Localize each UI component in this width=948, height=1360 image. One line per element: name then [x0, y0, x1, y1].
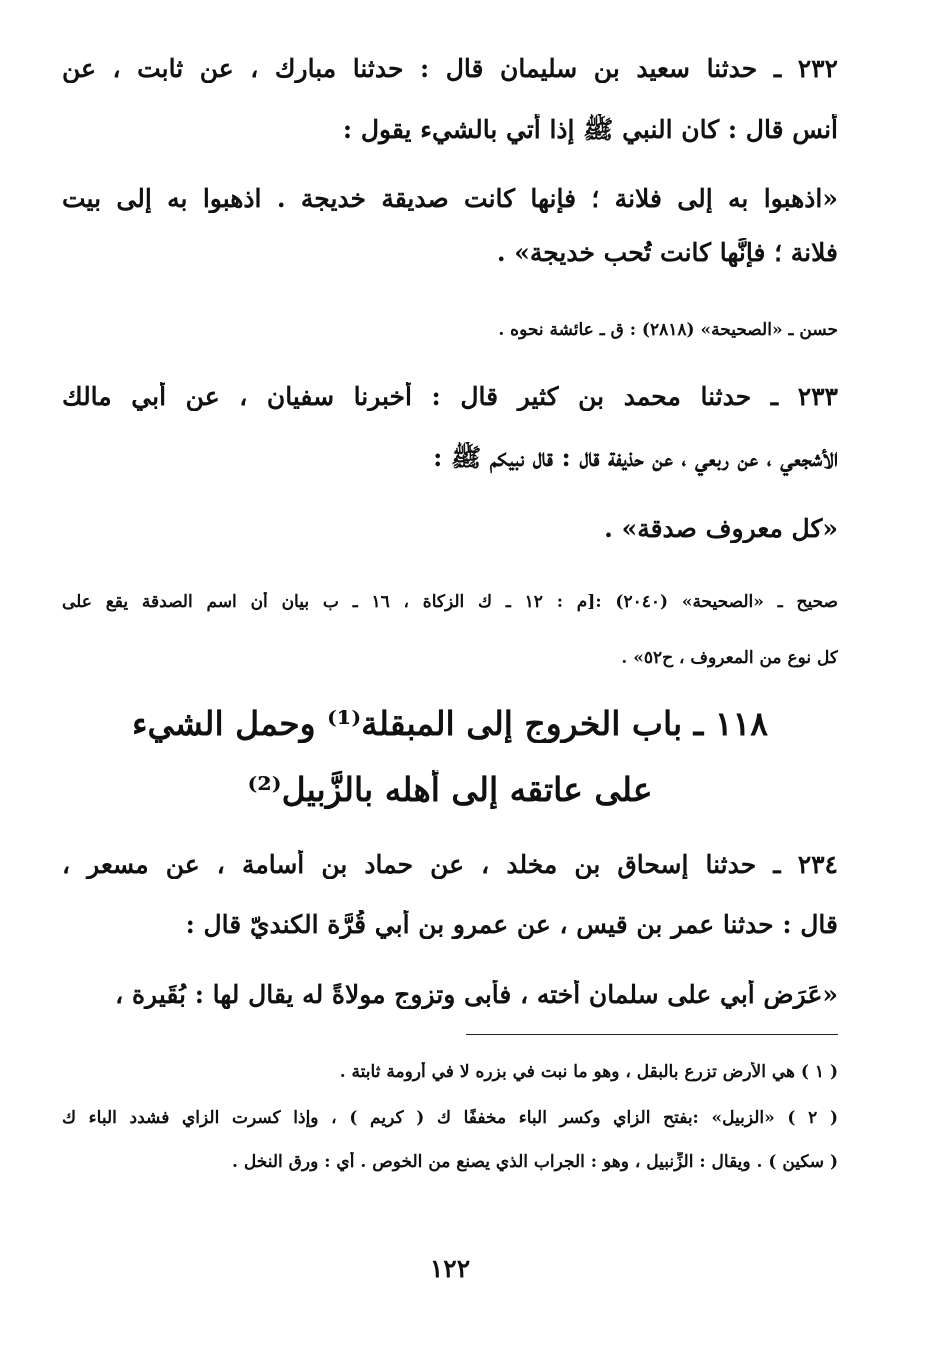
chapter-heading-line-2: على عاتقه إلى أهله بالزَّبيل⁽²⁾ [247, 770, 653, 809]
hadith-232-grade: حسن ـ «الصحيحة» (٢٨١٨) : ق ـ عائشة نحوه . [498, 320, 838, 340]
hadith-232-isnad-line-1: ٢٣٢ ـ حدثنا سعيد بن سليمان قال : حدثنا مبارك ، عن ثابت ، عن [62, 54, 838, 83]
footnote-1: ( ١ ) هي الأرض تزرع بالبقل ، وهو ما نبت في بزره لا في أرومة ثابتة . [339, 1062, 838, 1082]
hadith-233-grade-line-2: كل نوع من المعروف ، ح٥٢» . [621, 648, 838, 668]
hadith-232-isnad-line-2: أنس قال : كان النبي ﷺ إذا أتي بالشيء يقول : [342, 115, 838, 144]
hadith-234-isnad-line-1: ٢٣٤ ـ حدثنا إسحاق بن مخلد ، عن حماد بن أسامة ، عن مسعر ، [62, 850, 838, 879]
footnote-separator [466, 1034, 838, 1035]
hadith-234-matn-line-1: «عَرَض أبي على سلمان أخته ، فأبى وتزوج مولاةً له يقال لها : بُقَيرة ، [115, 980, 838, 1009]
page-number: ١٢٢ [429, 1254, 471, 1283]
book-page [62, 40, 838, 1340]
hadith-233-isnad-line-1: ٢٣٣ ـ حدثنا محمد بن كثير قال : أخبرنا سفيان ، عن أبي مالك [62, 382, 838, 411]
hadith-232-matn-line-1: «اذهبوا به إلى فلانة ؛ فإنها كانت صديقة خديجة . اذهبوا به إلى بيت [62, 184, 838, 213]
hadith-232-matn-line-2: فلانة ؛ فإنَّها كانت تُحب خديجة» . [496, 238, 838, 267]
hadith-233-matn: «كل معروف صدقة» . [604, 514, 838, 543]
footnote-2-line-1: ( ٢ ) «الزبيل» :بفتح الزاي وكسر الباء مخففًا ك ( كريم ) ، وإذا كسرت الزاي فشدد الباء ك [62, 1108, 838, 1128]
hadith-234-isnad-line-2: قال : حدثنا عمر بن قيس ، عن عمرو بن أبي قُرَّة الكنديّ قال : [185, 910, 838, 939]
hadith-233-isnad-line-2: الأشجعي ، عن ربعي ، عن حذيفة قال : قال نبيكم ﷺ : [433, 443, 838, 472]
hadith-233-grade-line-1: صحيح ـ «الصحيحة» (٢٠٤٠) :[م : ١٢ ـ ك الزكاة ، ١٦ ـ ب بيان أن اسم الصدقة يقع على [62, 592, 838, 612]
chapter-heading-line-1: ١١٨ ـ باب الخروج إلى المبقلة⁽¹⁾ وحمل الشيء [131, 704, 769, 743]
footnote-2-line-2: ( سكين ) . ويقال : الزِّنبيل ، وهو : الجراب الذي يصنع من الخوص . أي : ورق النخل . [232, 1152, 838, 1172]
